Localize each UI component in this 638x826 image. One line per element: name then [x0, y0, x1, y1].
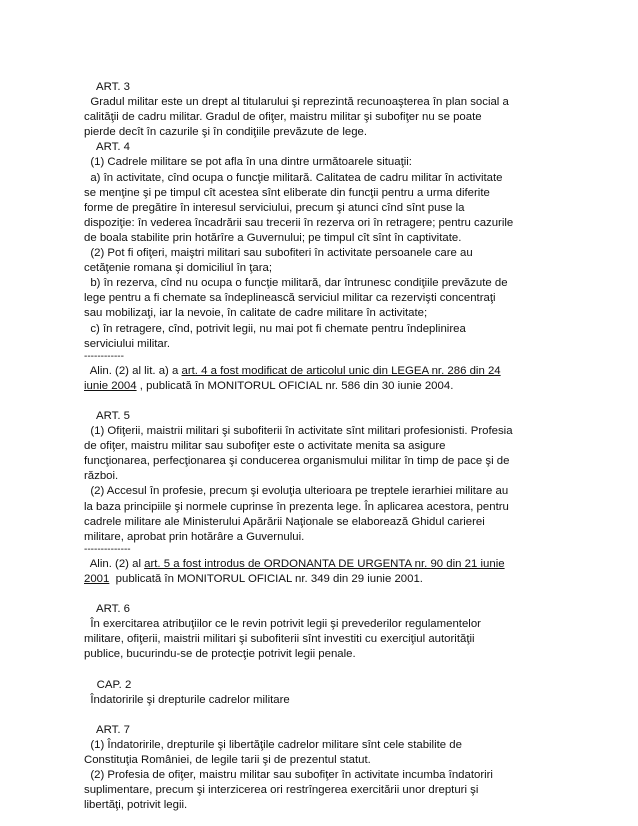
text-line: militare, aprobat prin hotărâre a Guvernului.	[84, 530, 305, 543]
amendment-link-continued[interactable]: iunie 2004	[84, 379, 137, 392]
text-line: de ofiţer, maistru militar sau subofiţer este o activitate menita sa asigure	[84, 440, 446, 453]
text-line: forme de pregătire în interesul serviciului, precum şi atunci cînd sînt puse la	[84, 201, 465, 214]
article-heading-7: ART. 7	[84, 723, 131, 736]
text-line: În exercitarea atribuţiilor ce le revin potrivit legii şi prevederilor regulamentelor	[84, 618, 481, 631]
text-line: de boala stabilite prin hotărîre a Guvernului; pe timpul cît sînt în captivitate.	[84, 231, 462, 244]
text-line: sau mobilizaţi, iar la nevoie, în calitate de cadre militare în activitate;	[84, 307, 428, 320]
document-page	[84, 80, 549, 813]
chapter-heading: CAP. 2	[84, 678, 132, 691]
note-suffix: publicată în MONITORUL OFICIAL nr. 349 din 29 iunie 2001.	[109, 572, 423, 585]
amendment-note	[84, 364, 549, 379]
blank-line	[84, 708, 549, 723]
text-line: (1) Îndatoririle, drepturile şi libertăţile cadrelor militare sînt cele stabilite de	[84, 738, 462, 751]
text-line: Gradul militar este un drept al titularului şi reprezintă recunoaşterea în plan social a	[84, 96, 509, 109]
blank-line	[84, 587, 549, 602]
text-line: se menţine şi pe timpul cît acestea sînt eliberate din funcţii pentru a urma diferite	[84, 186, 490, 199]
text-line: c) în retragere, cînd, potrivit legii, nu mai pot fi chemate pentru îndeplinirea	[84, 322, 466, 335]
text-line: la baza principiile şi normele cuprinse în prezenta lege. În aplicarea acestora, pentru	[84, 500, 509, 513]
text-line: pierde decît în cazurile şi în condiţiile prevăzute de lege.	[84, 126, 368, 139]
text-line: a) în activitate, cînd ocupa o funcţie militară. Calitatea de cadru militar în activitate	[84, 171, 503, 184]
article-heading-3: ART. 3	[84, 81, 131, 93]
text-line: publice, bucurindu-se de protecţie potrivit legii penale.	[84, 648, 356, 661]
amendment-link-continued[interactable]: 2001	[84, 572, 110, 585]
text-line: dispoziţie: în vederea încadrării sau trecerii în rezerva ori în retragere; pentru cazurile	[84, 216, 514, 229]
text-line: cetăţenie romana şi domiciliul în ţara;	[84, 262, 273, 275]
note-suffix: , publicată în MONITORUL OFICIAL nr. 586 din 30 iunie 2004.	[136, 379, 454, 392]
note-prefix: Alin. (2) al	[84, 557, 145, 570]
note-prefix: Alin. (2) al lit. a) a	[84, 364, 182, 377]
text-line: lege pentru a fi chemate sa îndeplinească serviciul militar ca rezervişti concentraţi	[84, 292, 496, 305]
article-heading-5: ART. 5	[84, 409, 131, 422]
text-line: (2) Profesia de ofiţer, maistru militar sau subofiţer în activitate incumba îndatoriri	[84, 769, 493, 782]
text-line: (1) Cadrele militare se pot afla în una dintre următoarele situaţii:	[84, 156, 412, 169]
separator-line: ------------	[84, 350, 124, 362]
text-line: militare, ofiţerii, maistrii militari şi subofiterii sînt investiti cu exerciţiul autorităţii	[84, 633, 475, 646]
article-heading-4: ART. 4	[84, 141, 131, 154]
text-line: cadrele militare ale Ministerului Apărării Naţionale se elaborează Ghidul carierei	[84, 515, 485, 528]
text-line: (2) Accesul în profesie, precum şi evoluţia ulterioara pe treptele ierarhiei militare au	[84, 485, 509, 498]
text-line: Constituţia României, de legile tarii şi de prezentul statut.	[84, 754, 371, 767]
text-line: suplimentare, precum şi interzicerea ori restrîngerea exercitării unor drepturi şi	[84, 784, 479, 797]
amendment-link[interactable]: art. 5 a fost introdus de ORDONANTA DE URGENTA nr. 90 din 21 iunie	[144, 557, 505, 570]
text-line: libertăţi, potrivit legii.	[84, 799, 188, 812]
text-line: calităţii de cadru militar. Gradul de ofiţer, maistru militar şi subofiţer nu se poate	[84, 111, 482, 124]
blank-line	[84, 662, 549, 677]
text-line: b) în rezerva, cînd nu ocupa o funcţie militară, dar întrunesc condiţiile prevăzute de	[84, 277, 508, 290]
text-line: război.	[84, 470, 119, 483]
text-line: serviciului militar.	[84, 337, 171, 350]
separator-line: --------------	[84, 543, 131, 555]
amendment-link[interactable]: art. 4 a fost modificat de articolul unic din LEGEA nr. 286 din 24	[181, 364, 501, 377]
text-line: funcţionarea, perfecţionarea şi conducerea organismului militar în timp de pace şi de	[84, 455, 510, 468]
amendment-note	[84, 572, 549, 587]
blank-line	[84, 394, 549, 409]
article-heading-6: ART. 6	[84, 603, 131, 616]
text-line: (2) Pot fi ofiţeri, maiştri militari sau subofiteri în activitate persoanele care au	[84, 247, 473, 260]
text-line: (1) Ofiţerii, maistrii militari şi subofiterii în activitate sînt militari profesionisti. Profesia	[84, 425, 513, 438]
chapter-title: Îndatoririle şi drepturile cadrelor militare	[84, 693, 290, 706]
amendment-note	[84, 557, 549, 572]
amendment-note	[84, 379, 549, 394]
